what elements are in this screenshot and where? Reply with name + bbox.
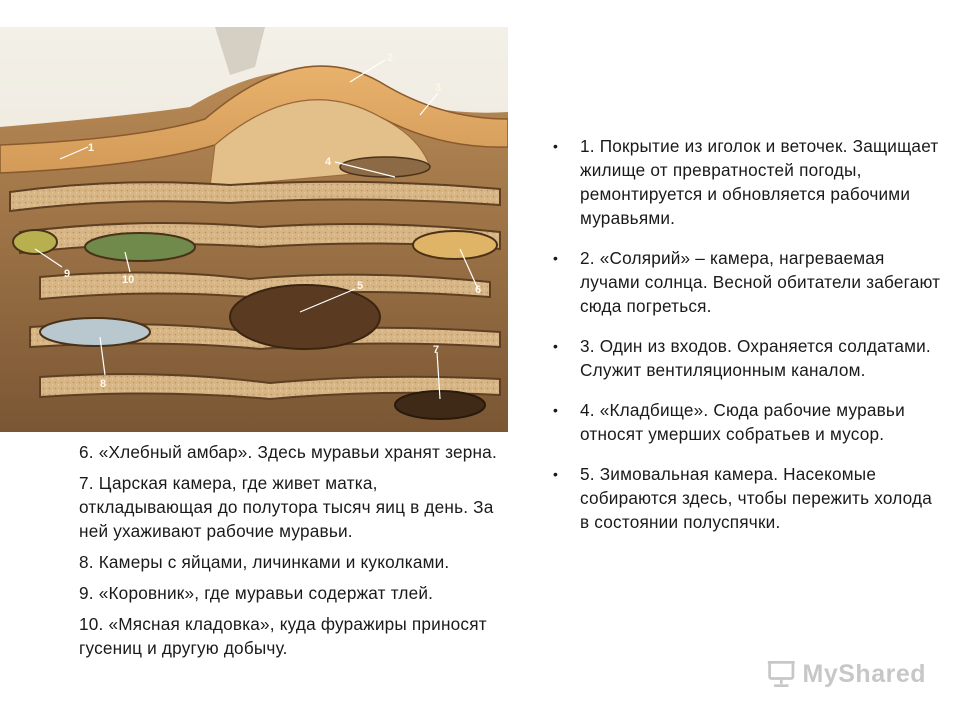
- bullet-icon: •: [553, 466, 559, 482]
- list-item: [553, 462, 943, 534]
- anthill-cross-section-illustration: [0, 27, 508, 432]
- list-item: [553, 334, 943, 382]
- watermark-logo: [766, 656, 926, 692]
- wintering-chamber: [230, 285, 380, 349]
- bullet-icon: •: [553, 402, 559, 418]
- egg-larva-chamber: [40, 318, 150, 346]
- legend-list-right: [553, 134, 943, 550]
- list-item: 8. Камеры с яйцами, личинками и куколками.: [79, 552, 450, 572]
- callout-7: 7: [433, 344, 440, 356]
- list-item-text: 1. Покрытие из иголок и веточек. Защищает жилище от превратностей погоды, ремонтируется и обновляется рабочими муравьями.: [580, 136, 939, 228]
- callout-5: 5: [357, 280, 364, 292]
- legend-list-left: [79, 440, 499, 667]
- callout-3: 3: [435, 82, 442, 94]
- list-item-text: 2. «Солярий» – камера, нагреваемая лучами солнца. Весной обитатели забегают сюда погреться.: [580, 248, 941, 316]
- grain-storage-chamber: [413, 231, 497, 259]
- list-item: 6. «Хлебный амбар». Здесь муравьи хранят зерна.: [79, 442, 497, 462]
- list-item: [553, 246, 943, 318]
- callout-10: 10: [122, 274, 135, 286]
- bullet-icon: •: [553, 250, 559, 266]
- list-item: 10. «Мясная кладовка», куда фуражиры приносят гусениц и другую добычу.: [79, 614, 487, 658]
- callout-6: 6: [475, 284, 482, 296]
- meat-storage-chamber: [85, 233, 195, 261]
- list-item-text: 4. «Кладбище». Сюда рабочие муравьи относят умерших собратьев и мусор.: [580, 400, 905, 444]
- callout-1: 1: [88, 142, 95, 154]
- list-item: 9. «Коровник», где муравьи содержат тлей.: [79, 583, 434, 603]
- callout-9: 9: [64, 268, 71, 280]
- callout-4: 4: [325, 156, 332, 168]
- list-item: [553, 398, 943, 446]
- projector-screen-icon: [766, 657, 797, 691]
- bullet-icon: •: [553, 138, 559, 154]
- list-item-text: 3. Один из входов. Охраняется солдатами. Служит вентиляционным каналом.: [580, 336, 931, 380]
- list-item: [553, 134, 943, 230]
- callout-8: 8: [100, 378, 107, 390]
- watermark-text: MyShared: [802, 659, 926, 688]
- bullet-icon: •: [553, 338, 559, 354]
- callout-2: 2: [387, 52, 394, 64]
- aphid-chamber: [13, 230, 57, 254]
- list-item-text: 5. Зимовальная камера. Насекомые собираются здесь, чтобы пережить холода в состоянии полуспячки.: [580, 464, 932, 532]
- list-item: 7. Царская камера, где живет матка, откладывающая до полутора тысяч яиц в день. За ней ухаживают рабочие муравьи.: [79, 473, 494, 541]
